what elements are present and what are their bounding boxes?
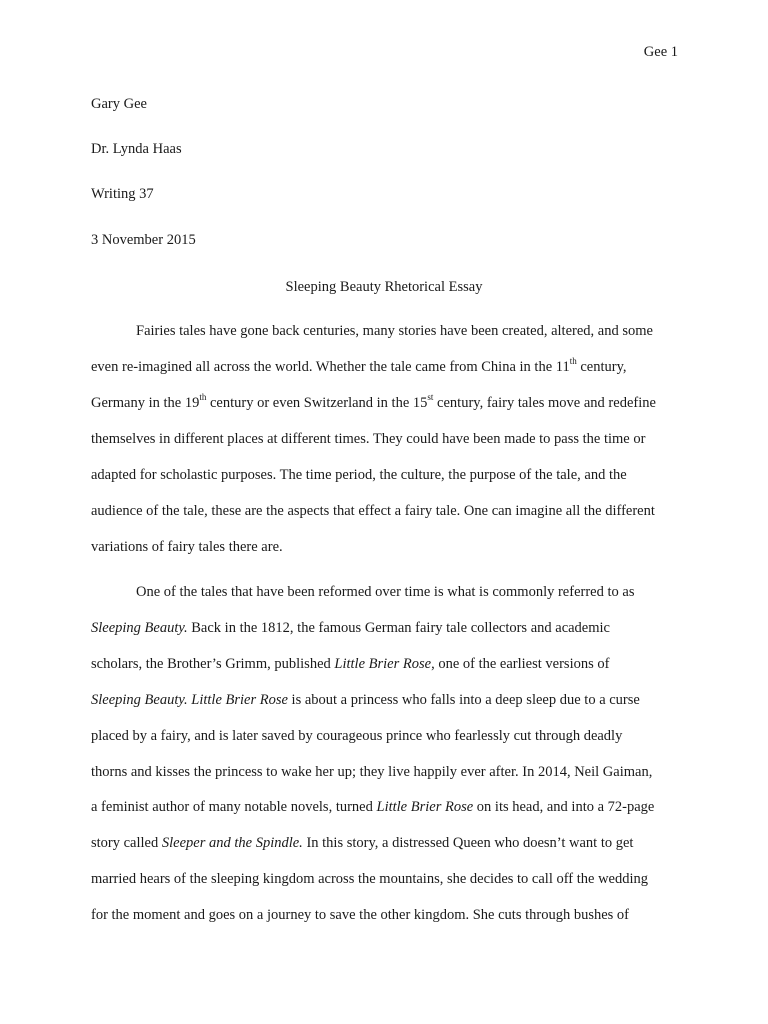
paragraph-line: themselves in different places at different times. They could have been made to pass the time or: [91, 431, 646, 447]
paragraph-line: Sleeping Beauty. Little Brier Rose is about a princess who falls into a deep sleep due to a curse: [91, 692, 640, 708]
essay-date: 3 November 2015: [91, 232, 196, 248]
course-name: Writing 37: [91, 186, 154, 202]
essay-title: Sleeping Beauty Rhetorical Essay: [285, 279, 483, 295]
paragraph-line: scholars, the Brother’s Grimm, published Little Brier Rose, one of the earliest versions of: [91, 656, 610, 672]
paragraph-line: for the moment and goes on a journey to save the other kingdom. She cuts through bushes of: [91, 907, 630, 923]
paragraph-line: even re-imagined all across the world. Whether the tale came from China in the 11th century,: [91, 356, 627, 375]
paragraph-line: variations of fairy tales there are.: [91, 539, 283, 555]
paragraph-line: placed by a fairy, and is later saved by courageous prince who fearlessly cut through deadly: [91, 728, 623, 744]
paragraph-line: adapted for scholastic purposes. The time period, the culture, the purpose of the tale, and the: [91, 467, 627, 483]
instructor-name: Dr. Lynda Haas: [91, 141, 182, 157]
paragraph-line: One of the tales that have been reformed over time is what is commonly referred to as: [136, 584, 635, 600]
paragraph-line: a feminist author of many notable novels, turned Little Brier Rose on its head, and into a 72-page: [91, 799, 655, 815]
paragraph-line: Sleeping Beauty. Back in the 1812, the famous German fairy tale collectors and academic: [91, 620, 610, 636]
paragraph-line: Germany in the 19th century or even Switzerland in the 15st century, fairy tales move and redefine: [91, 392, 656, 411]
paragraph-line: audience of the tale, these are the aspects that effect a fairy tale. One can imagine all the different: [91, 503, 655, 519]
paragraph-line: story called Sleeper and the Spindle. In this story, a distressed Queen who doesn’t want to get: [91, 835, 634, 851]
paragraph-line: married hears of the sleeping kingdom across the mountains, she decides to call off the wedding: [91, 871, 649, 887]
running-header: Gee 1: [643, 44, 678, 60]
paragraph-line: thorns and kisses the princess to wake her up; they live happily ever after. In 2014, Neil Gaiman,: [91, 764, 653, 780]
paragraph-line: Fairies tales have gone back centuries, many stories have been created, altered, and some: [136, 323, 653, 339]
author-name: Gary Gee: [91, 96, 147, 112]
